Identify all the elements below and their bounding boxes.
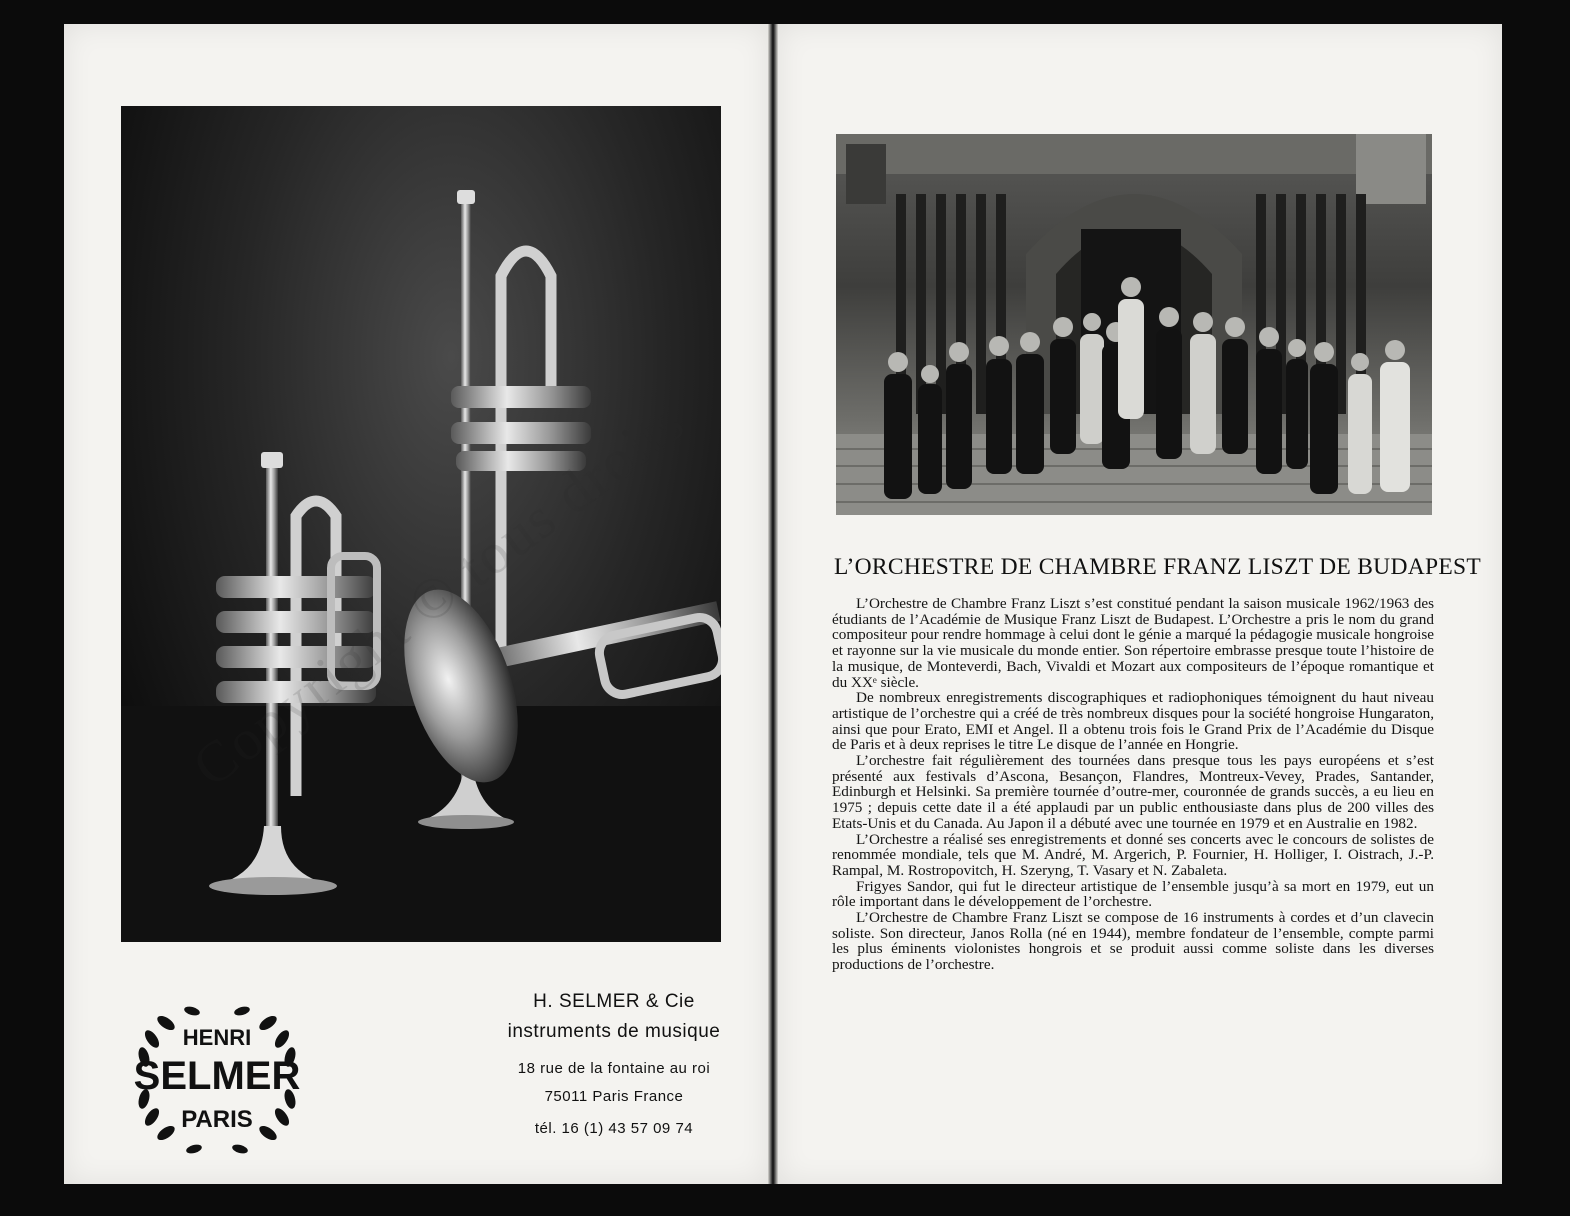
orchestra-photo (836, 134, 1432, 515)
logo-henri-text: HENRI (182, 1025, 252, 1050)
right-page (778, 24, 1502, 1184)
company-name: H. SELMER & Cie (533, 991, 695, 1012)
paragraph-founding: L’Orchestre de Chambre Franz Liszt s’est constitué pendant la saison musicale 1962/1963 des étudiants de l’Académie de Musique Franz Liszt de Budapest. L’Orchestre a pris le nom du grand compositeur pour rendre hommage à celui dont le génie a marqué la pédagogie musicale hongroise et rayonne sur la vie musicale du monde entier. Son répertoire embrasse presque toute l’histoire de la musique, de Monteverdi, Bach, Vivaldi et Mozart aux compositeurs de l’époque romantique et du XXᵉ siècle. (832, 595, 1434, 691)
paragraph-composition: L’Orchestre de Chambre Franz Liszt se compose de 16 instruments à cordes et d’un clavecin soliste. Son directeur, Janos Rolla (né en 1944), membre fondateur de l’ensemble, compte parmi les plus éminents violonistes hongrois et se produit aussi comme soliste dans les diverses productions de l’orchestre. (832, 909, 1434, 974)
street-address: 18 rue de la fontaine au roi (517, 1060, 711, 1077)
company-tagline: instruments de musique (507, 1021, 721, 1042)
logo-paris-text: PARIS (181, 1106, 253, 1133)
logo-selmer-text: SELMER (133, 1054, 301, 1098)
left-page (64, 24, 768, 1184)
phone-number: tél. 16 (1) 43 57 09 74 (534, 1120, 694, 1137)
article-title: L’ORCHESTRE DE CHAMBRE FRANZ LISZT DE BUDAPEST (834, 554, 1482, 580)
city-address: 75011 Paris France (544, 1088, 684, 1105)
paragraph-sandor: Frigyes Sandor, qui fut le directeur artistique de l’ensemble jusqu’à sa mort en 1979, eut un rôle important dans le développement de l’orchestre. (832, 877, 1434, 911)
selmer-address (484, 987, 744, 1143)
paragraph-tours: L’orchestre fait régulièrement des tournées dans presque tous les pays européens et s’est présenté aux festivals d’Ascona, Besançon, Flandres, Montreux-Vevey, Prades, Santander, Edinburgh et Helsinki. Sa première tournée d’outre-mer, couronnée de grands succès, a eu lieu en 1975 ; depuis cette date il a été applaudi par un public enthousiaste dans plus de 200 villes des Etats-Unis et du Canada. Au Japon il a débuté avec une tournée en 1979 et en Australie en 1982. (832, 752, 1434, 832)
book-spine (768, 24, 778, 1184)
selmer-logo (122, 999, 312, 1159)
trumpets-photo (121, 106, 721, 942)
paragraph-recordings: De nombreux enregistrements discographiques et radiophoniques témoignent du haut niveau artistique de l’orchestre qui a créé de très nombreux disques pour la société hongroise Hungaraton, ainsi que pour Erato, EMI et Angel. Il a obtenu trois fois le Grand Prix de l’Académie du Disque de Paris et à deux reprises le titre Le disque de l’année en Hongrie. (832, 689, 1434, 754)
paragraph-soloists: L’Orchestre a réalisé ses enregistrements et donné ses concerts avec le concours de solistes de renommée mondiale, tels que M. André, M. Argerich, P. Fournier, H. Holliger, I. Oistrach, J.-P. Rampal, M. Rostropovitch, H. Szeryng, T. Vasary et N. Zabaleta. (832, 830, 1434, 879)
article-body (832, 596, 1434, 973)
